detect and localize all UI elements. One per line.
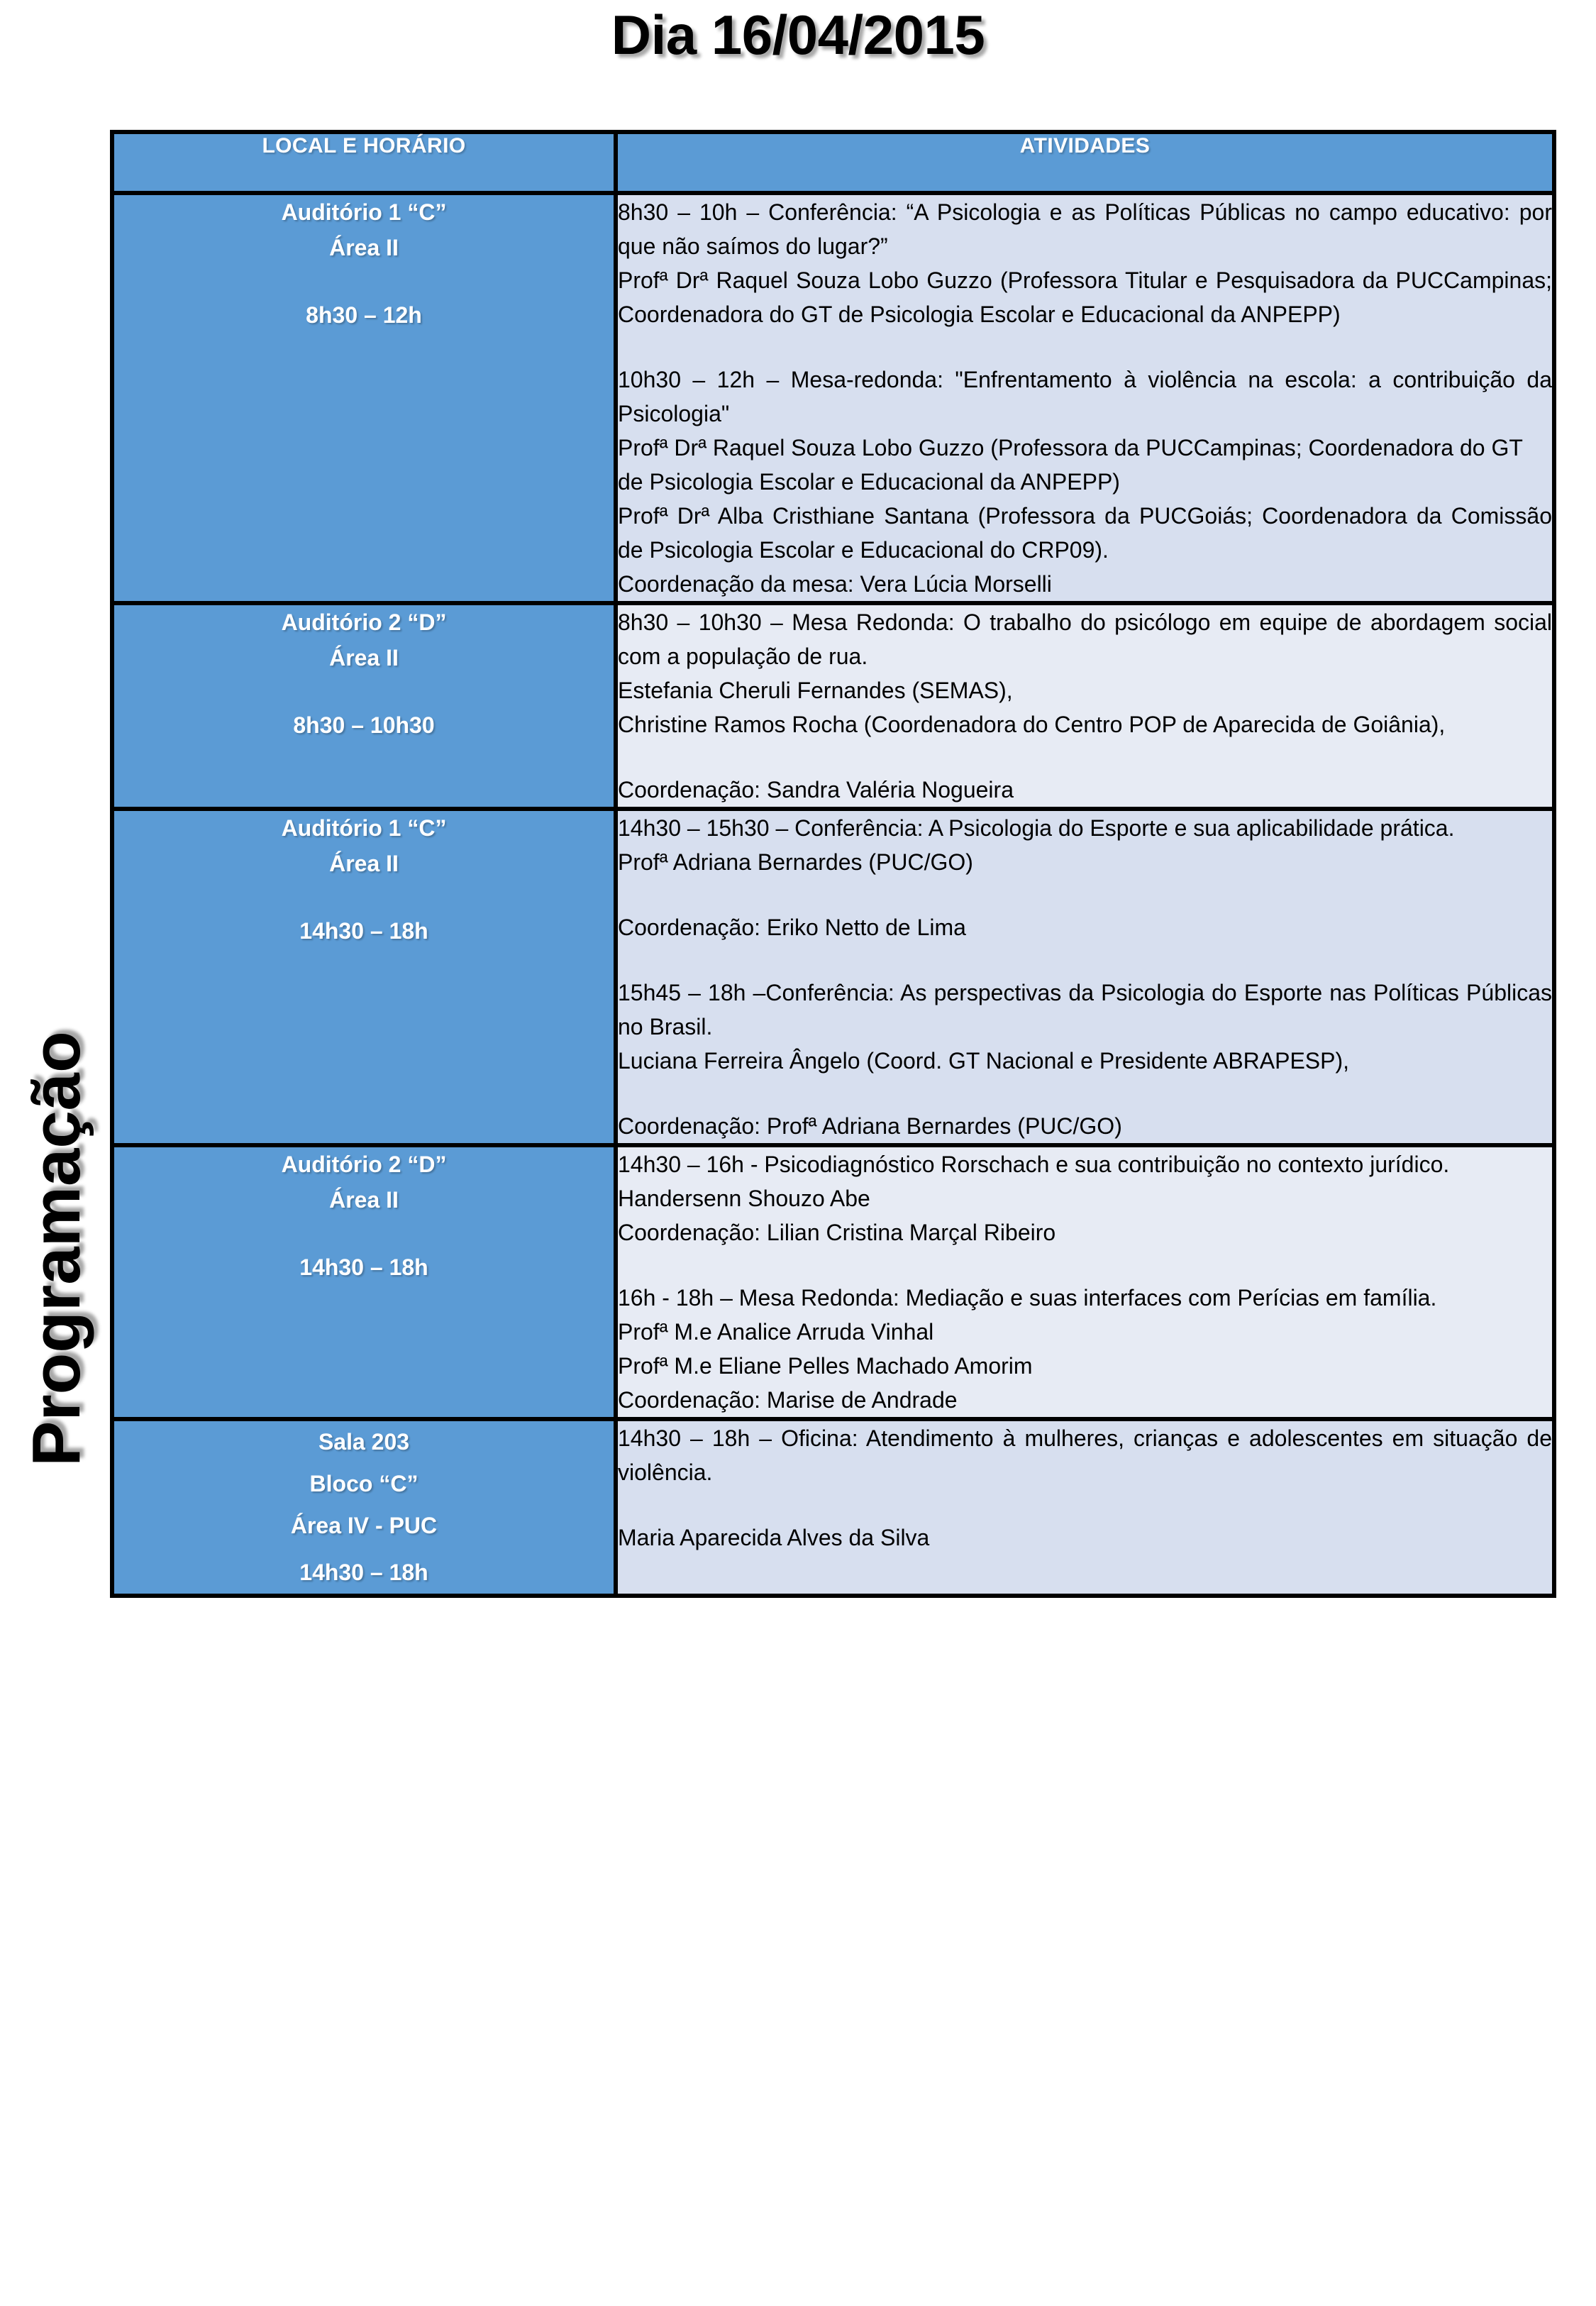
local-place-line: Auditório 2 “D” [281,609,447,635]
local-cell [112,193,616,603]
activity-line: Profª Drª Raquel Souza Lobo Guzzo (Professora da PUCCampinas; Coordenadora do GT de Psicologia Escolar e Educacional da ANPEPP) [618,435,1523,495]
local-place-line: Auditório 1 “C” [281,199,447,225]
table-row [112,1419,1554,1596]
local-area-line: Área IV - PUC [290,1513,438,1539]
local-time-line: 14h30 – 18h [299,1559,428,1585]
activity-line: Profª Adriana Bernardes (PUC/GO) [618,849,973,875]
local-bloco-line: Bloco “C” [309,1471,419,1497]
local-area-line: Área II [329,850,399,876]
table-header-row [112,132,1554,193]
atividades-cell [616,193,1554,603]
activity-line: Maria Aparecida Alves da Silva [618,1525,930,1550]
activity-line: Coordenação: Eriko Netto de Lima [618,915,966,940]
schedule-table [110,130,1556,1598]
activity-line: Luciana Ferreira Ângelo (Coord. GT Nacional e Presidente ABRAPESP), [618,1048,1350,1074]
table-row [112,809,1554,1145]
table-row [112,1145,1554,1419]
activity-line: 14h30 – 18h – Oficina: Atendimento à mulheres, crianças e adolescentes em situação de violência. [618,1425,1552,1485]
local-cell [112,809,616,1145]
activity-line: 14h30 – 15h30 – Conferência: A Psicologia do Esporte e sua aplicabilidade prática. [618,815,1455,841]
local-area-line: Área II [329,234,399,260]
column-header-atividades: ATIVIDADES [616,132,1554,193]
activity-line: Coordenação da mesa: Vera Lúcia Morselli [618,571,1052,597]
activity-line: Coordenação: Marise de Andrade [618,1387,958,1413]
local-area-line: Área II [329,1186,399,1213]
activity-line: Coordenação: Profª Adriana Bernardes (PUC/GO) [618,1113,1122,1139]
local-time-line: 14h30 – 18h [299,1254,428,1281]
activity-line: Profª M.e Eliane Pelles Machado Amorim [618,1353,1033,1379]
activity-line: Coordenação: Lilian Cristina Marçal Ribeiro [618,1220,1056,1245]
atividades-cell [616,1145,1554,1419]
local-place-line: Sala 203 [318,1429,410,1455]
local-cell [112,1419,616,1596]
activity-line: 14h30 – 16h - Psicodiagnóstico Rorschach e sua contribuição no contexto jurídico. [618,1152,1450,1177]
activity-line: 8h30 – 10h – Conferência: “A Psicologia e as Políticas Públicas no campo educativo: por que não saímos do lugar?” [618,199,1552,259]
local-time-line: 14h30 – 18h [299,918,428,944]
atividades-cell [616,1419,1554,1596]
local-cell [112,603,616,809]
table-row [112,193,1554,603]
activity-line: 8h30 – 10h30 – Mesa Redonda: O trabalho do psicólogo em equipe de abordagem social com a população de rua. [618,609,1552,669]
page-title: Dia 16/04/2015 [611,4,985,66]
activity-line: Christine Ramos Rocha (Coordenadora do Centro POP de Aparecida de Goiânia), [618,712,1446,737]
local-time-line: 8h30 – 12h [306,302,422,329]
column-header-local-e-horario: LOCAL E HORÁRIO [112,132,616,193]
activity-line: 15h45 – 18h –Conferência: As perspectivas da Psicologia do Esporte nas Políticas Públicas no Brasil. [618,980,1552,1039]
local-time-line: 8h30 – 10h30 [293,712,435,739]
programacao-side-label: Programação [18,1031,94,1467]
local-cell [112,1145,616,1419]
activity-line: Profª M.e Analice Arruda Vinhal [618,1319,934,1345]
activity-line: 10h30 – 12h – Mesa-redonda: "Enfrentamento à violência na escola: a contribuição da Psicologia" [618,367,1552,426]
local-place-line: Auditório 2 “D” [281,1152,447,1177]
table-row [112,603,1554,809]
side-label-container [0,873,113,1625]
local-area-line: Área II [329,644,399,671]
activity-line: Estefania Cheruli Fernandes (SEMAS), [618,678,1013,703]
local-place-line: Auditório 1 “C” [281,815,447,841]
activity-line: Coordenação: Sandra Valéria Nogueira [618,777,1014,802]
atividades-cell [616,603,1554,809]
atividades-cell [616,809,1554,1145]
activity-line: Profª Drª Alba Cristhiane Santana (Professora da PUCGoiás; Coordenadora da Comissão de Psicologia Escolar e Educacional do CRP09). [618,503,1552,563]
activity-line: 16h - 18h – Mesa Redonda: Mediação e suas interfaces com Perícias em família. [618,1285,1437,1311]
activity-line: Handersenn Shouzo Abe [618,1186,870,1211]
activity-line: Profª Drª Raquel Souza Lobo Guzzo (Professora Titular e Pesquisadora da PUCCampinas; Coordenadora do GT de Psicologia Escolar e Educacional da ANPEPP) [618,267,1552,327]
